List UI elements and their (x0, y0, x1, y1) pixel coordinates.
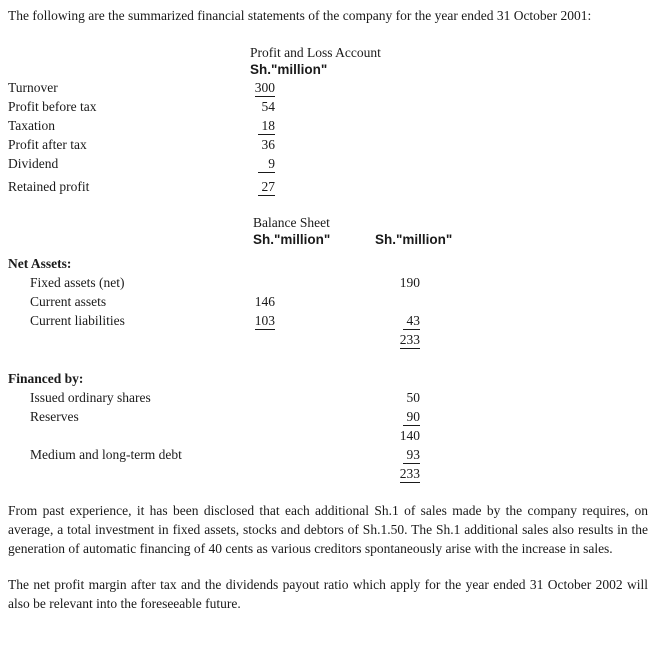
row-value: 300 (254, 80, 275, 95)
pl-row-taxation (8, 116, 648, 135)
bs-row-current-liabilities (8, 311, 648, 330)
row-label: Dividend (8, 156, 59, 171)
bs-row-subtotal-140 (8, 426, 648, 445)
row-value: 43 (355, 311, 420, 330)
row-value: 233 (399, 466, 420, 481)
bs-heading-net-assets (8, 254, 648, 273)
row-value: 90 (355, 407, 420, 426)
bs-heading-financed-by (8, 369, 648, 388)
row-label: Medium and long-term debt (30, 447, 182, 462)
row-label: Retained profit (8, 179, 90, 194)
paragraph-past-experience: From past experience, it has been disclosed that each additional Sh.1 of sales made by the company requires, on average, a total investment in fixed assets, stocks and debtors of Sh.1.50. The Sh.1 additional sales also results in the generation of automatic financing of 40 cents as various creditors spontaneously arise with the increase in sales. (8, 503, 648, 556)
row-value: 103 (254, 313, 275, 328)
row-value: 50 (406, 390, 420, 405)
row-label: Profit before tax (8, 99, 97, 114)
pl-row-profit-after-tax (8, 135, 648, 154)
bs-currency-row (8, 231, 648, 248)
pl-row-retained-profit (8, 177, 648, 196)
paragraph-net-profit-margin: The net profit margin after tax and the dividends payout ratio which apply for the year ended 31 October 2002 will also be relevant into the foreseeable future. (8, 577, 648, 611)
pl-currency-row (8, 61, 648, 78)
bs-row-issued-shares (8, 388, 648, 407)
pl-currency-header: Sh."million" (250, 62, 328, 77)
row-label: Current assets (30, 294, 107, 309)
row-label: Reserves (30, 409, 79, 424)
bs-col2-header: Sh."million" (375, 232, 453, 247)
bs-row-financed-total (8, 464, 648, 483)
section-heading: Net Assets: (8, 256, 72, 271)
row-value: 36 (261, 137, 275, 152)
row-value: 233 (399, 332, 420, 347)
bs-row-reserves (8, 407, 648, 426)
pl-row-profit-before-tax (8, 97, 648, 116)
row-label: Fixed assets (net) (30, 275, 125, 290)
row-value: 27 (210, 177, 275, 196)
pl-row-dividend (8, 154, 648, 173)
pl-title: Profit and Loss Account (250, 45, 381, 60)
bs-col1-header: Sh."million" (253, 232, 331, 247)
row-value: 9 (210, 154, 275, 173)
row-value: 146 (254, 294, 275, 309)
bs-row-medium-long-term-debt (8, 445, 648, 464)
row-label: Profit after tax (8, 137, 87, 152)
bs-row-current-assets (8, 292, 648, 311)
section-heading: Financed by: (8, 371, 84, 386)
intro-paragraph: The following are the summarized financial statements of the company for the year ended 31 October 2001: (8, 8, 592, 23)
bs-row-fixed-assets (8, 273, 648, 292)
row-label: Issued ordinary shares (30, 390, 151, 405)
row-label: Turnover (8, 80, 58, 95)
row-value: 190 (399, 275, 420, 290)
row-label: Taxation (8, 118, 56, 133)
row-value: 93 (355, 445, 420, 464)
row-value: 54 (261, 99, 275, 114)
row-value: 18 (210, 116, 275, 135)
bs-row-net-assets-total (8, 330, 648, 349)
row-value: 140 (399, 428, 420, 443)
bs-title: Balance Sheet (253, 215, 330, 230)
pl-row-turnover (8, 78, 648, 97)
row-label: Current liabilities (30, 313, 125, 328)
